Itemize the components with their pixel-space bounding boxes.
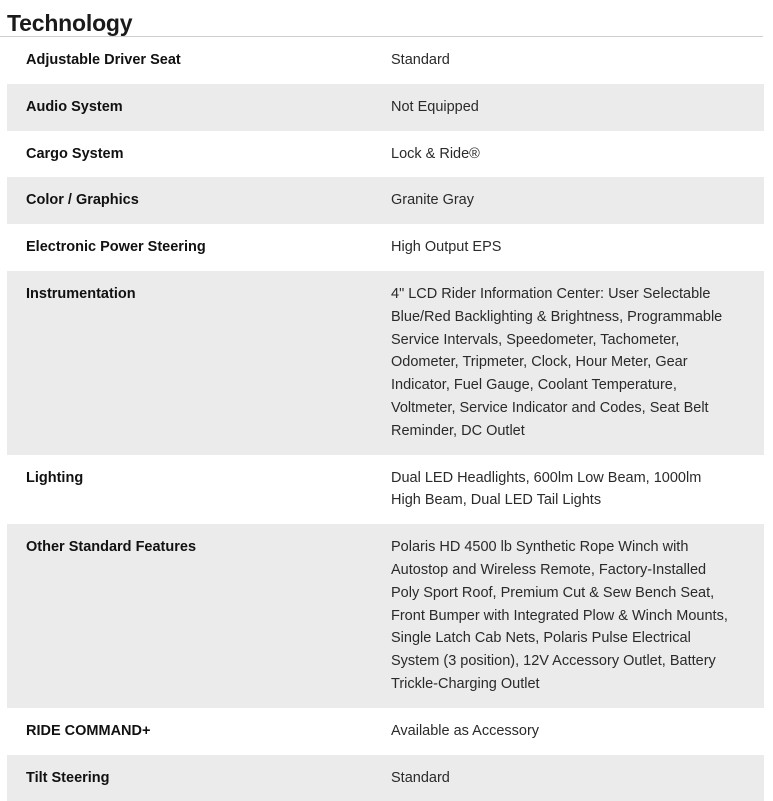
spec-value: Standard [390, 755, 764, 801]
spec-name: RIDE COMMAND+ [26, 722, 151, 739]
spec-value: Available as Accessory [391, 722, 540, 739]
spec-value: Not Equipped [390, 84, 764, 131]
spec-row-ride-command [7, 708, 764, 755]
spec-name: Cargo System [26, 145, 124, 162]
spec-row-color-graphics [7, 177, 764, 224]
spec-name: Other Standard Features [7, 524, 390, 708]
spec-name: Instrumentation [7, 271, 390, 455]
spec-value: Standard [391, 52, 450, 68]
spec-row-lighting [7, 455, 764, 525]
spec-table [7, 37, 764, 801]
spec-row-electronic-power-steering [7, 224, 764, 271]
spec-name: Lighting [26, 469, 84, 486]
spec-value: Polaris HD 4500 lb Synthetic Rope Winch with Autostop and Wireless Remote, Factory-Installed Poly Sport Roof, Premium Cut & Sew Bench Seat, Front Bumper with Integrated Plow & Winch Mounts, Single Latch Cab Nets, Polaris Pulse Electrical System (3 position), 12V Accessory Outlet, Battery Trickle-Charging Outlet [390, 524, 764, 708]
spec-value: Lock & Ride® [391, 145, 480, 162]
spec-value: 4" LCD Rider Information Center: User Selectable Blue/Red Backlighting & Brightness, Programmable Service Intervals, Speedometer, Tachometer, Odometer, Tripmeter, Clock, Hour Meter, Gear Indicator, Fuel Gauge, Coolant Temperature, Voltmeter, Service Indicator and Codes, Seat Belt Reminder, DC Outlet [390, 271, 764, 455]
spec-value: Granite Gray [390, 177, 764, 224]
spec-value: Dual LED Headlights, 600lm Low Beam, 1000lm High Beam, Dual LED Tail Lights [391, 469, 702, 509]
spec-name: Electronic Power Steering [26, 239, 206, 256]
spec-row-audio-system [7, 84, 764, 131]
spec-row-cargo-system [7, 131, 764, 178]
spec-row-tilt-steering [7, 755, 764, 801]
spec-row-other-standard-features [7, 524, 764, 708]
spec-name: Tilt Steering [7, 755, 390, 801]
section-title: Technology [0, 0, 763, 37]
spec-row-instrumentation [7, 271, 764, 455]
spec-name: Color / Graphics [7, 177, 390, 224]
spec-name: Audio System [7, 84, 390, 131]
spec-name: Adjustable Driver Seat [26, 52, 181, 68]
spec-row-adjustable-driver-seat [7, 37, 764, 84]
spec-value: High Output EPS [391, 239, 502, 256]
